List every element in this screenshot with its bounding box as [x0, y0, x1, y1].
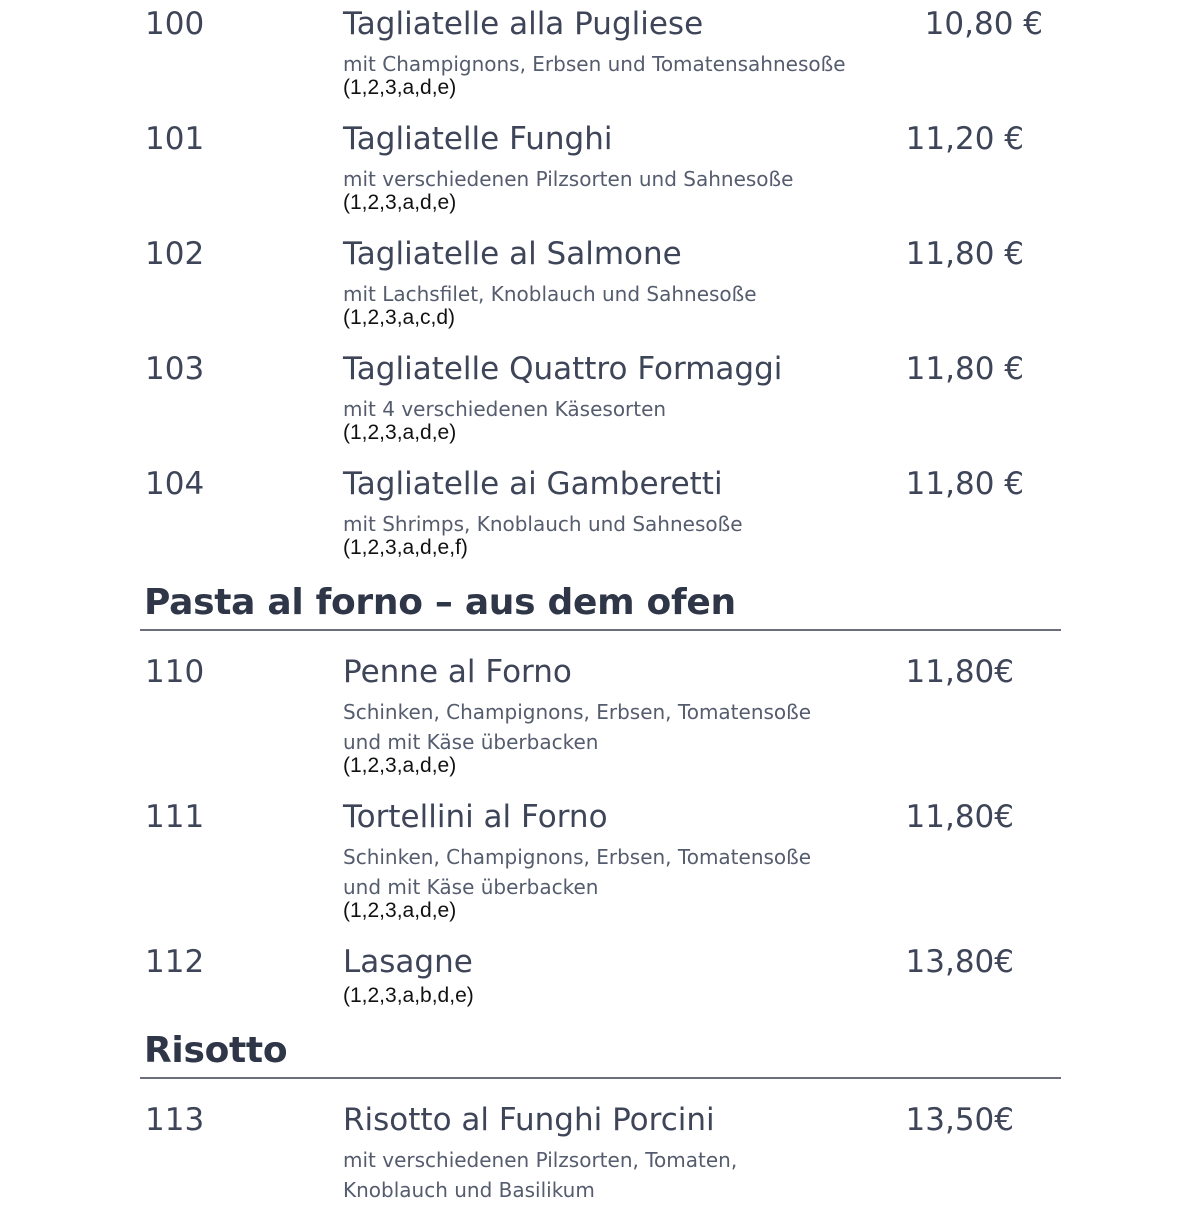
item-allergens: (1,2,3,a,b,d,e): [343, 982, 474, 1010]
item-allergens: (1,2,3,a,d,e): [343, 189, 456, 217]
item-price: 10,80 €: [925, 2, 1043, 46]
item-price: 13,50€: [906, 1098, 1014, 1142]
section-title: Risotto: [144, 1028, 287, 1074]
description-line: mit Shrimps, Knoblauch und Sahnesoße: [343, 510, 743, 540]
description-line: Knoblauch und Basilikum: [343, 1176, 737, 1205]
item-number: 103: [145, 347, 204, 391]
description-line: Schinken, Champignons, Erbsen, Tomatensoße: [343, 843, 811, 873]
item-price: 13,80€: [906, 940, 1014, 984]
item-description: [343, 1146, 737, 1205]
item-name: Tagliatelle al Salmone: [343, 232, 682, 276]
description-line: und mit Käse überbacken: [343, 873, 811, 903]
item-name: Risotto al Funghi Porcini: [343, 1098, 715, 1142]
description-line: Schinken, Champignons, Erbsen, Tomatensoße: [343, 698, 811, 728]
item-number: 111: [145, 795, 204, 839]
item-allergens: (1,2,3,a,c,d): [343, 304, 455, 332]
item-allergens: (1,2,3,a,d,e): [343, 897, 456, 925]
section-divider: [140, 629, 1061, 631]
item-allergens: (1,2,3,a,d,e): [343, 419, 456, 447]
section-divider: [140, 1077, 1061, 1079]
item-number: 112: [145, 940, 204, 984]
item-number: 110: [145, 650, 204, 694]
description-line: und mit Käse überbacken: [343, 728, 811, 758]
item-price: 11,80 €: [906, 347, 1024, 391]
item-price: 11,80 €: [906, 232, 1024, 276]
item-description: [343, 698, 811, 757]
section-title: Pasta al forno – aus dem ofen: [144, 580, 736, 626]
item-allergens: (1,2,3,a,d,e): [343, 74, 456, 102]
item-name: Tagliatelle alla Pugliese: [343, 2, 703, 46]
item-number: 100: [145, 2, 204, 46]
item-number: 113: [145, 1098, 204, 1142]
item-allergens: (1,2,3,a,d,e): [343, 752, 456, 780]
item-name: Tagliatelle Funghi: [343, 117, 612, 161]
description-line: mit verschiedenen Pilzsorten und Sahnesoße: [343, 165, 793, 195]
item-price: 11,20 €: [906, 117, 1024, 161]
item-price: 11,80 €: [906, 462, 1024, 506]
item-price: 11,80€: [906, 795, 1014, 839]
item-name: Tortellini al Forno: [343, 795, 608, 839]
item-allergens: (1,2,3,a,d,e,f): [343, 534, 468, 562]
description-line: mit Champignons, Erbsen und Tomatensahnesoße: [343, 50, 846, 80]
item-number: 104: [145, 462, 204, 506]
item-name: Penne al Forno: [343, 650, 572, 694]
item-price: 11,80€: [906, 650, 1014, 694]
item-name: Tagliatelle ai Gamberetti: [343, 462, 723, 506]
item-name: Lasagne: [343, 940, 473, 984]
description-line: mit Lachsfilet, Knoblauch und Sahnesoße: [343, 280, 757, 310]
item-name: Tagliatelle Quattro Formaggi: [343, 347, 782, 391]
description-line: mit 4 verschiedenen Käsesorten: [343, 395, 666, 425]
item-number: 101: [145, 117, 204, 161]
item-number: 102: [145, 232, 204, 276]
description-line: mit verschiedenen Pilzsorten, Tomaten,: [343, 1146, 737, 1176]
item-description: [343, 843, 811, 902]
